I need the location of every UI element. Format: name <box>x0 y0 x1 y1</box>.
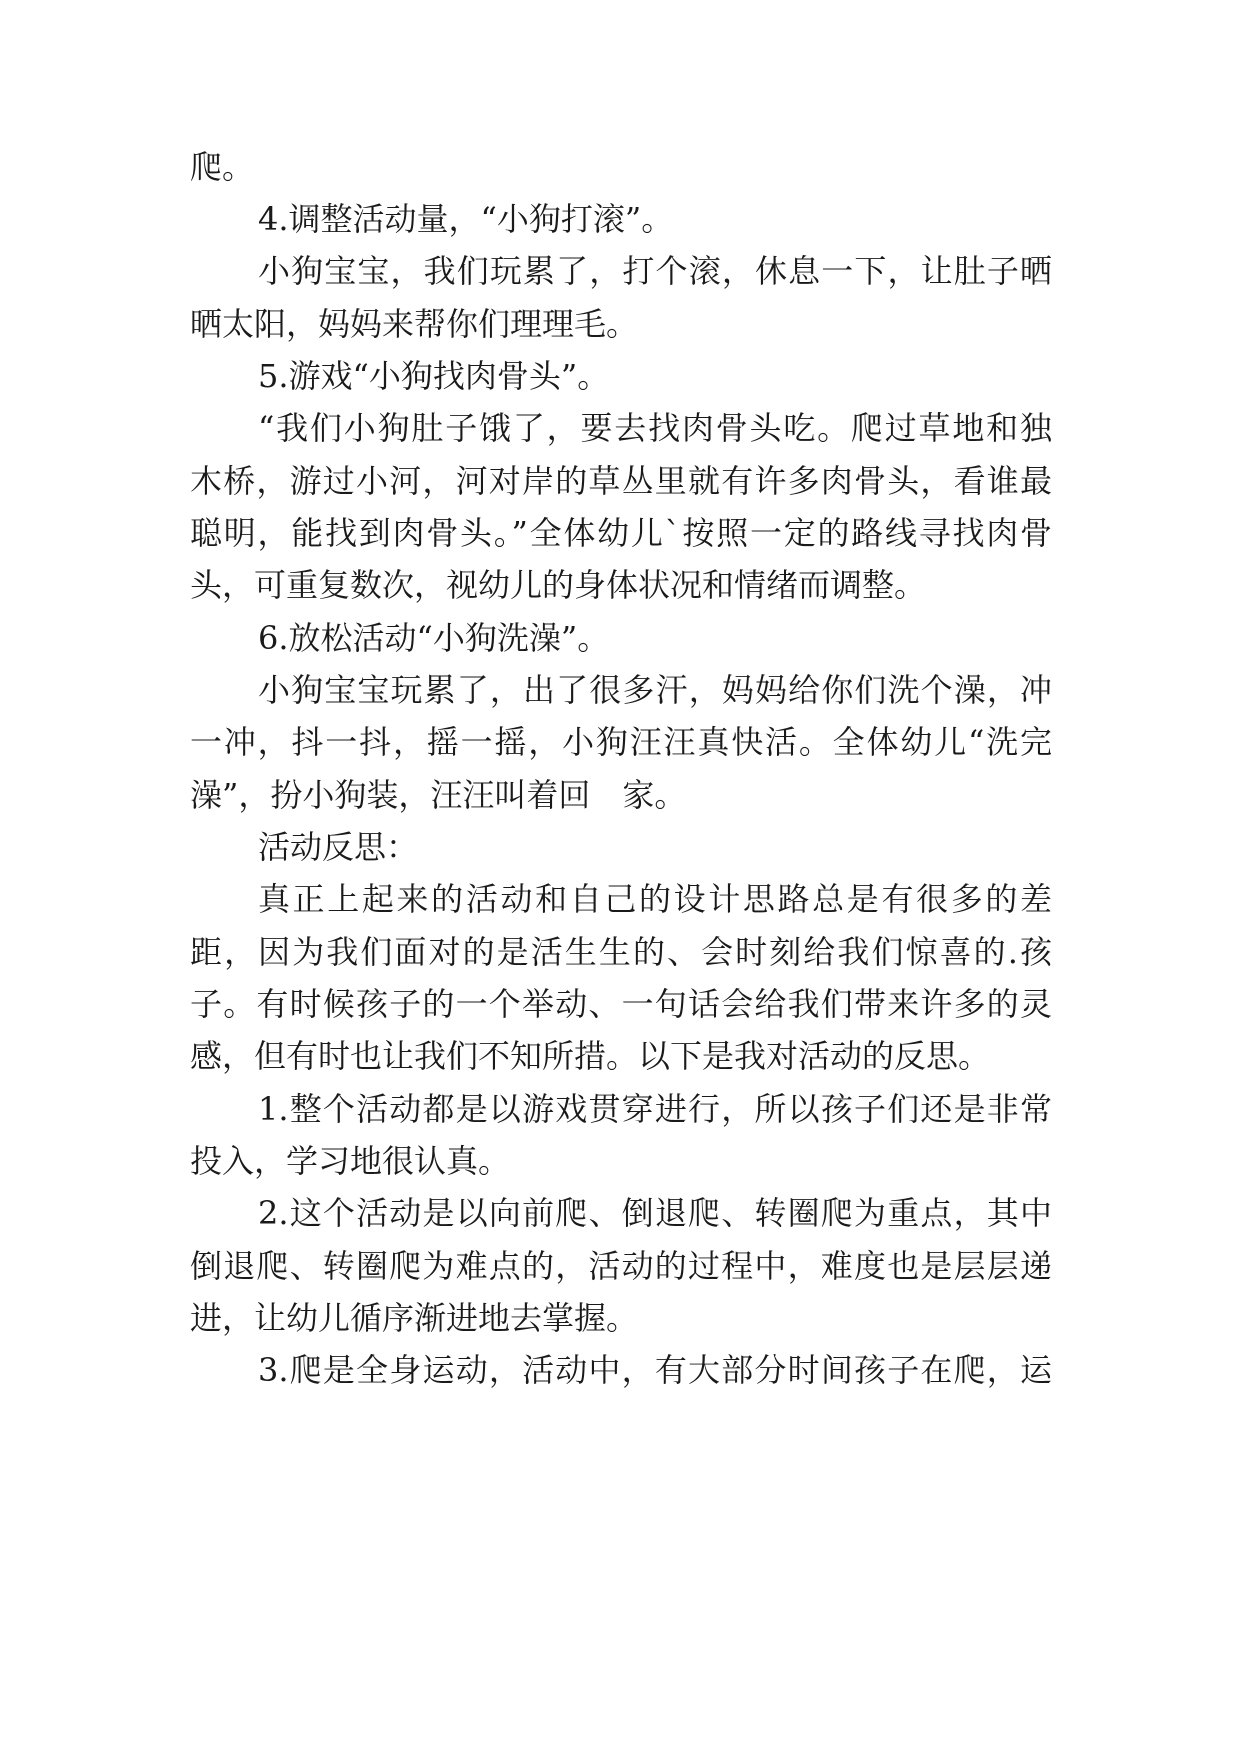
text-line: 小狗宝宝玩累了，出了很多汗，妈妈给你们洗个澡，冲 <box>258 671 1052 709</box>
text-line: “我们小狗肚子饿了，要去找肉骨头吃。爬过草地和独 <box>258 409 1052 447</box>
text-line: 5.游戏“小狗找肉骨头”。 <box>258 357 610 395</box>
text-line: 距，因为我们面对的是活生生的、会时刻给我们惊喜的.孩 <box>190 933 1052 971</box>
text-line: 活动反思： <box>258 828 419 866</box>
text-line: 投入，学习地很认真。 <box>190 1142 511 1180</box>
text-line: 木桥，游过小河，河对岸的草丛里就有许多肉骨头，看谁最 <box>190 462 1052 500</box>
text-line: 4.调整活动量，“小狗打滚”。 <box>258 200 674 238</box>
text-line: 一冲，抖一抖，摇一摇，小狗汪汪真快活。全体幼儿“洗完 <box>190 723 1052 761</box>
text-line: 倒退爬、转圈爬为难点的，活动的过程中，难度也是层层递 <box>190 1247 1052 1285</box>
text-line: 3.爬是全身运动，活动中，有大部分时间孩子在爬，运 <box>258 1351 1052 1389</box>
text-line: 真正上起来的活动和自己的设计思路总是有很多的差 <box>258 880 1052 918</box>
text-line: 感，但有时也让我们不知所措。以下是我对活动的反思。 <box>190 1037 991 1075</box>
text-line: 头，可重复数次，视幼儿的身体状况和情绪而调整。 <box>190 566 927 604</box>
text-line: 爬。 <box>190 148 255 186</box>
text-line: 澡”，扮小狗装，汪汪叫着回 家。 <box>190 776 687 814</box>
text-line: 晒太阳，妈妈来帮你们理理毛。 <box>190 305 639 343</box>
text-line: 6.放松活动“小狗洗澡”。 <box>258 619 610 657</box>
text-line: 进，让幼儿循序渐进地去掌握。 <box>190 1299 639 1337</box>
text-line: 2.这个活动是以向前爬、倒退爬、转圈爬为重点，其中 <box>258 1194 1052 1232</box>
text-line: 聪明，能找到肉骨头。”全体幼儿`按照一定的路线寻找肉骨 <box>190 514 1052 552</box>
text-line: 小狗宝宝，我们玩累了，打个滚，休息一下，让肚子晒 <box>258 252 1052 290</box>
text-line: 1.整个活动都是以游戏贯穿进行，所以孩子们还是非常 <box>258 1090 1052 1128</box>
text-line: 子。有时候孩子的一个举动、一句话会给我们带来许多的灵 <box>190 985 1052 1023</box>
